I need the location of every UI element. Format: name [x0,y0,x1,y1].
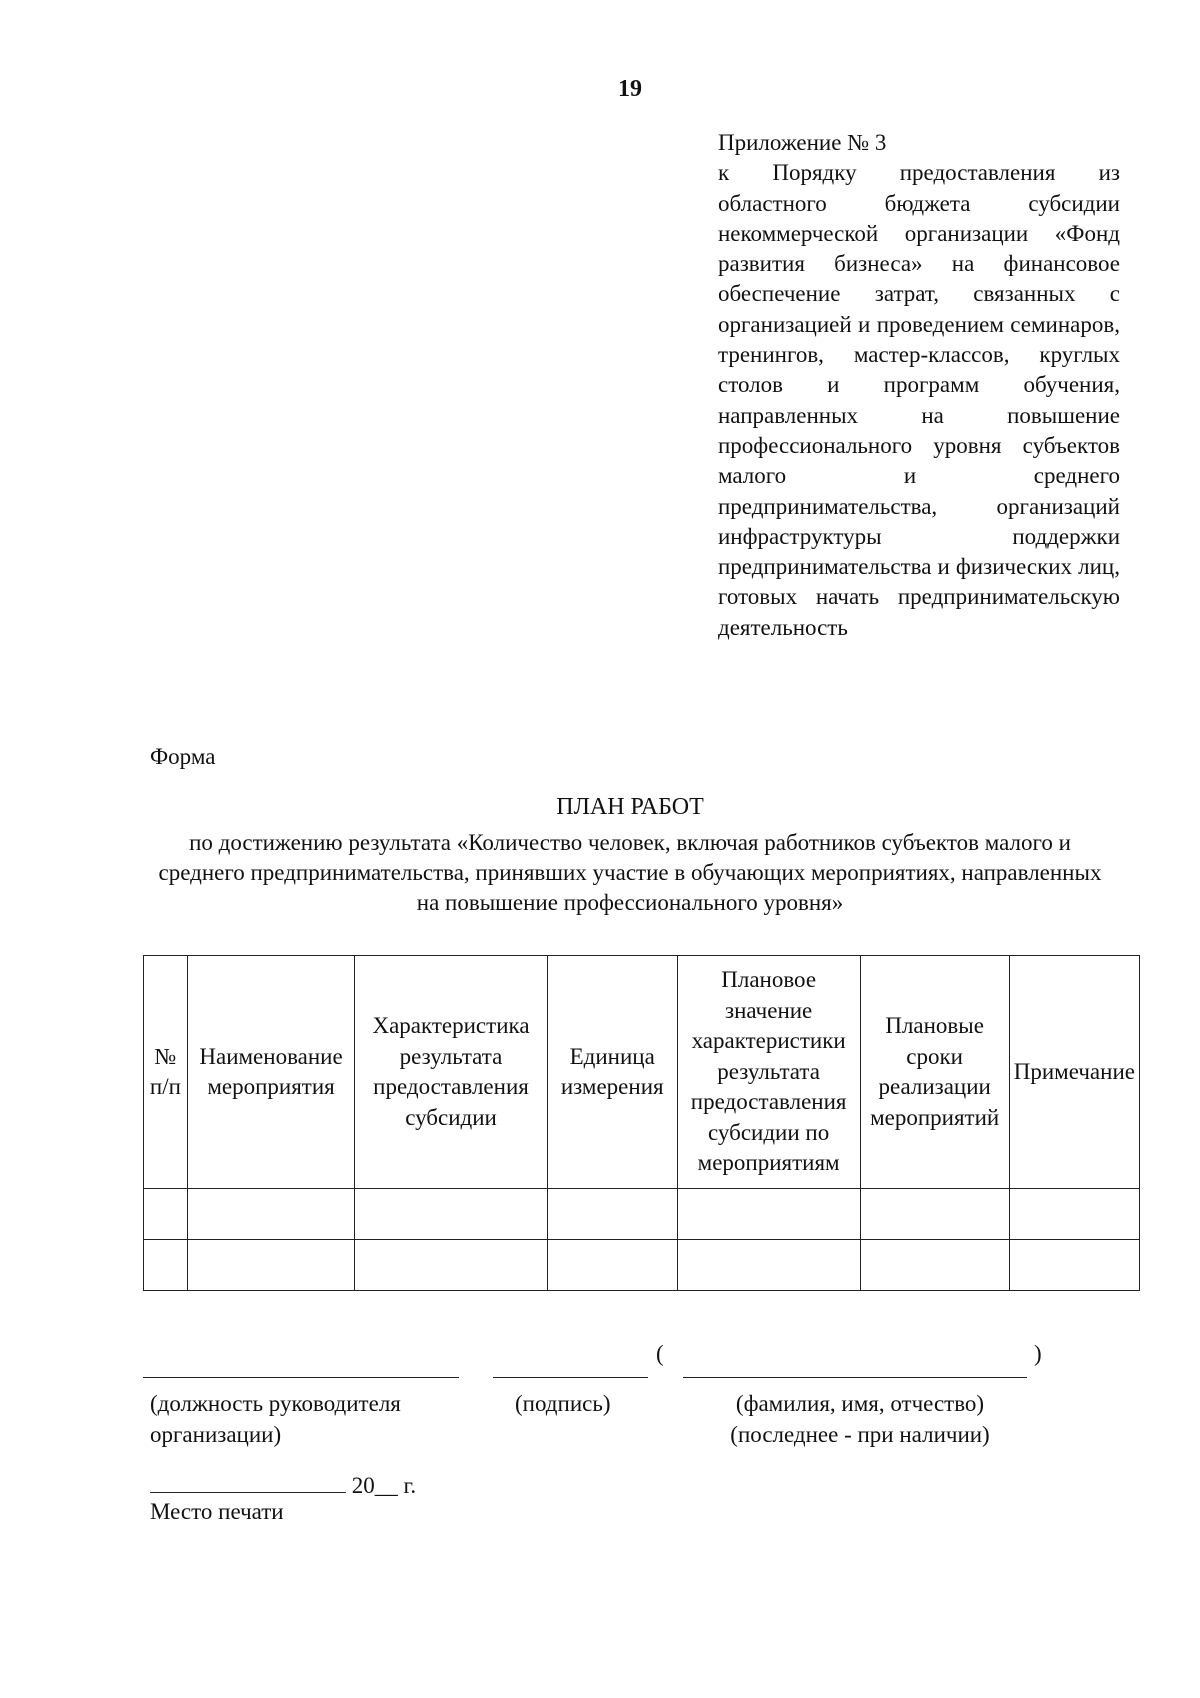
table-cell [860,1240,1009,1291]
paren-close: ) [1034,1341,1042,1366]
plan-subtitle: по достижению результата «Количество человек, включая работников субъектов малого и среднего предпринимательства, принявших участие в обучающих мероприятиях, направленных на повышение профессионального уровня» [158,830,1102,915]
seal-label: Место печати [150,1499,284,1524]
name-signature-line [683,1377,1027,1378]
appendix-block [718,128,1120,643]
table-cell [547,1240,677,1291]
table-header-row [144,956,1140,1189]
table-cell [677,1189,860,1240]
date-line [150,1470,416,1499]
header-cell-planned-value: Плановое значение характеристики результата предоставления субсидии по мероприятиям [677,956,860,1189]
header-cell-number: № п/п [144,956,188,1189]
table-cell [547,1189,677,1240]
position-signature-line [143,1377,459,1378]
table-cell [860,1189,1009,1240]
header-cell-planned-dates: Плановые сроки реализации мероприятий [860,956,1009,1189]
position-caption: (должность руководителя организации) [150,1391,401,1447]
table-cell [355,1189,548,1240]
paren-open: ( [656,1341,664,1366]
table-row [144,1240,1140,1291]
appendix-text: к Порядку предоставления из областного бюджета субсидии некоммерческой организации «Фонд развития бизнеса» на финансовое обеспечение затрат, связанных с организацией и проведением семинаров, тренингов, мастер-классов, круглых столов и программ обучения, направленных на повышение профессионального уровня субъектов малого и среднего предпринимательства, организаций инфраструктуры поддержки предпринимательства и физических лиц, готовых начать предпринимательскую деятельность [718,160,1120,640]
table-cell [144,1240,188,1291]
table-cell [677,1240,860,1291]
name-caption: (фамилия, имя, отчество) (последнее - при наличии) [730,1391,990,1447]
signature-line [493,1377,648,1378]
plan-table [143,955,1140,1291]
date-blank [150,1470,346,1493]
table-cell [187,1240,354,1291]
table-cell [144,1189,188,1240]
date-year: 20__ г. [351,1473,417,1498]
header-cell-event-name: Наименование мероприятия [187,956,354,1189]
page-number: 19 [618,76,642,102]
table-row [144,1189,1140,1240]
header-cell-note: Примечание [1009,956,1139,1189]
plan-title: ПЛАН РАБОТ [556,794,704,820]
appendix-title: Приложение № 3 [718,130,887,155]
signature-caption: (подпись) [515,1391,611,1416]
table-cell [1009,1189,1139,1240]
form-label: Форма [150,744,216,769]
table-cell [1009,1240,1139,1291]
table-cell [187,1189,354,1240]
header-cell-result-characteristic: Характеристика результата предоставления субсидии [355,956,548,1189]
table-cell [355,1240,548,1291]
header-cell-unit: Единица измерения [547,956,677,1189]
